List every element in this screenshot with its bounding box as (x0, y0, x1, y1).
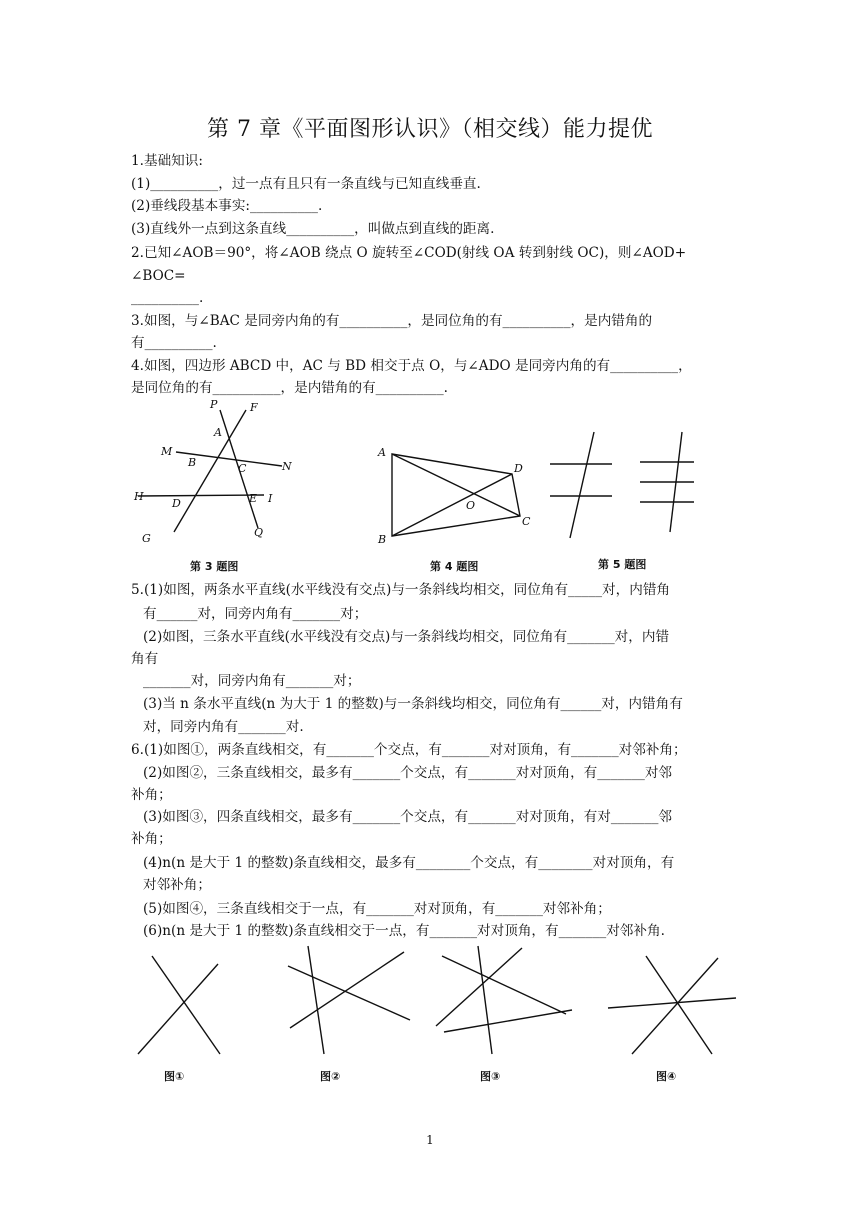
q5-part2-line1: (2)如图，三条水平直线(水平线没有交点)与一条斜线均相交，同位角有_______对，内错 (143, 629, 670, 645)
label-G: G (142, 532, 151, 545)
q6-part4-line1: (4)n(n 是大于 1 的整数)条直线相交，最多有________个交点，有________对对顶角，有 (143, 855, 675, 871)
figure-3 (430, 944, 580, 1094)
caption-figure-2: 图② (320, 1070, 341, 1083)
caption-fig5: 第 5 题图 (598, 558, 647, 571)
label-M: M (161, 445, 173, 458)
q6-part5: (5)如图④，三条直线相交于一点，有_______对对顶角，有_______对邻补角； (143, 901, 611, 917)
figure-1 (120, 944, 260, 1094)
q4-line1: 4.如图，四边形 ABCD 中，AC 与 BD 相交于点 O，与∠ADO 是同旁内角的有__________， (131, 358, 692, 374)
page-number: 1 (426, 1133, 434, 1147)
q5-part1-line2: 有______对，同旁内角有_______对； (143, 606, 368, 622)
q2-line2: ∠BOC= (131, 268, 186, 284)
q6-part6: (6)n(n 是大于 1 的整数)条直线相交于一点，有_______对对顶角，有_______对邻补角. (143, 923, 665, 939)
q6-part1: 6.(1)如图①，两条直线相交，有_______个交点，有_______对对顶角，有_______对邻补角； (131, 742, 687, 758)
figure-q5 (544, 426, 714, 578)
q2-line3: __________. (131, 290, 204, 306)
label-O: O (466, 499, 476, 512)
label-A: A (378, 446, 386, 459)
q6-part2-line1: (2)如图②，三条直线相交，最多有_______个交点，有_______对对顶角，有_______对邻 (143, 765, 673, 781)
label-Q: Q (254, 526, 264, 539)
page-title: 第 7 章《平面图形认识》（相交线）能力提优 (207, 117, 653, 142)
label-A: A (214, 426, 222, 439)
caption-figure-4: 图④ (656, 1070, 677, 1083)
label-H: H (134, 490, 144, 503)
label-I: I (268, 492, 273, 505)
label-N: N (282, 460, 292, 473)
q4-line2: 是同位角的有__________，是内错角的有__________. (131, 380, 448, 396)
caption-figure-1: 图① (164, 1070, 185, 1083)
q5-part3-line1: (3)当 n 条水平直线(n 为大于 1 的整数)与一条斜线均相交，同位角有______对，内错角有 (143, 696, 683, 712)
figure-q4 (372, 436, 552, 580)
q6-part3-line2: 补角； (131, 831, 172, 847)
label-C: C (238, 462, 247, 475)
q1-part3: (3)直线外一点到这条直线__________，叫做点到直线的距离. (131, 221, 495, 237)
figure-4 (600, 944, 740, 1094)
label-B: B (188, 456, 197, 469)
q3-line2: 有__________. (131, 335, 217, 351)
figure-2 (280, 944, 430, 1094)
q1-part1: (1)__________，过一点有且只有一条直线与已知直线垂直. (131, 176, 481, 192)
q5-part2-line2: 角有 (131, 651, 159, 667)
q6-part2-line2: 补角； (131, 787, 172, 803)
q3-line1: 3.如图，与∠BAC 是同旁内角的有__________，是同位角的有__________，是内错角的 (131, 313, 653, 329)
q1-heading: 1.基础知识: (131, 153, 203, 169)
label-E: E (249, 492, 258, 505)
q5-part2-line3: _______对，同旁内角有_______对； (143, 673, 361, 689)
q1-part2: (2)垂线段基本事实:__________. (131, 198, 323, 214)
label-B: B (378, 533, 387, 546)
figure-q3 (128, 396, 308, 578)
label-P: P (210, 398, 218, 411)
label-C: C (522, 515, 531, 528)
caption-figure-3: 图③ (480, 1070, 501, 1083)
q2-line1: 2.已知∠AOB＝90°，将∠AOB 绕点 O 旋转至∠COD(射线 OA 转到射线 OC)，则∠AOD+ (131, 245, 687, 261)
caption-fig4: 第 4 题图 (430, 560, 479, 573)
q6-part4-line2: 对邻补角； (143, 877, 211, 893)
q5-part1-line1: 5.(1)如图，两条水平直线(水平线没有交点)与一条斜线均相交，同位角有_____对，内错角 (131, 582, 671, 598)
caption-fig3: 第 3 题图 (190, 560, 239, 573)
label-F: F (250, 401, 258, 414)
q5-part3-line2: 对，同旁内角有_______对. (143, 719, 304, 735)
label-D: D (172, 497, 181, 510)
label-D: D (514, 462, 523, 475)
q6-part3-line1: (3)如图③，四条直线相交，最多有_______个交点，有_______对对顶角，有对_______邻 (143, 809, 673, 825)
